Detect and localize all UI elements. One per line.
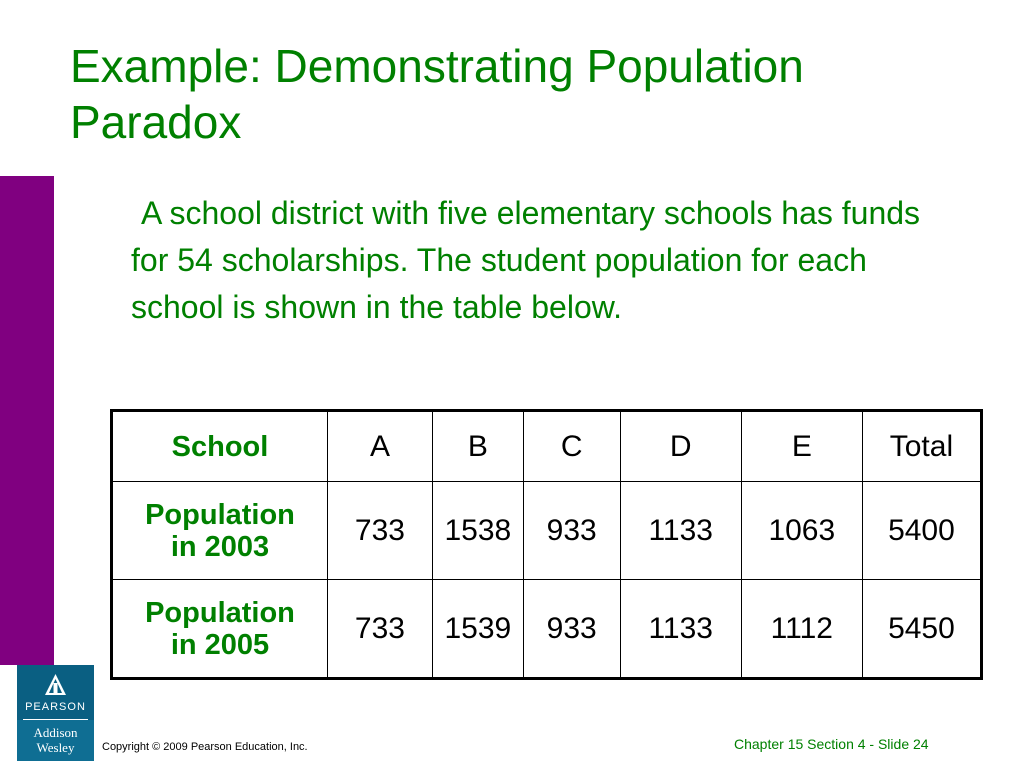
table-cell: 1063 — [741, 482, 862, 580]
table-cell: 733 — [327, 580, 432, 679]
slide-number: Chapter 15 Section 4 - Slide 24 — [734, 736, 929, 752]
row-label-line1: Population — [145, 596, 295, 629]
copyright-text: Copyright © 2009 Pearson Education, Inc. — [102, 741, 308, 753]
header-cell-school: School — [112, 411, 328, 482]
row-label-2003 — [112, 482, 328, 580]
table-cell: 1133 — [620, 482, 741, 580]
table-row — [112, 580, 982, 679]
pearson-logo — [17, 665, 94, 761]
row-label-line2: in 2005 — [170, 628, 270, 661]
population-table — [110, 409, 983, 680]
table-cell: 933 — [523, 482, 620, 580]
table-header-row — [112, 411, 982, 482]
logo-divider — [23, 719, 88, 720]
header-cell-a: A — [327, 411, 432, 482]
logo-imprint — [17, 725, 94, 755]
row-label-line2: in 2003 — [170, 530, 270, 563]
header-cell-c: C — [523, 411, 620, 482]
table-cell: 5450 — [862, 580, 981, 679]
slide-title: Example: Demonstrating Population Paradox — [70, 40, 804, 148]
logo-brand: PEARSON — [25, 701, 86, 713]
table-row — [112, 482, 982, 580]
pearson-emblem-icon — [17, 665, 94, 705]
logo-imprint-line1: Addison — [33, 725, 78, 740]
table-cell: 1112 — [741, 580, 862, 679]
header-cell-e: E — [741, 411, 862, 482]
header-cell-b: B — [432, 411, 523, 482]
header-cell-d: D — [620, 411, 741, 482]
table-cell: 933 — [523, 580, 620, 679]
header-cell-total: Total — [862, 411, 981, 482]
table-cell: 5400 — [862, 482, 981, 580]
table-cell: 1539 — [432, 580, 523, 679]
slide-body-text: A school district with five elementary schools has funds for 54 scholarships. The student population for each school is shown in the table below. — [131, 195, 921, 325]
table-cell: 1538 — [432, 482, 523, 580]
row-label-line1: Population — [145, 498, 295, 531]
row-label-2005 — [112, 580, 328, 679]
table-cell: 733 — [327, 482, 432, 580]
table-cell: 1133 — [620, 580, 741, 679]
accent-bar — [0, 176, 54, 665]
logo-imprint-line2: Wesley — [36, 740, 75, 755]
